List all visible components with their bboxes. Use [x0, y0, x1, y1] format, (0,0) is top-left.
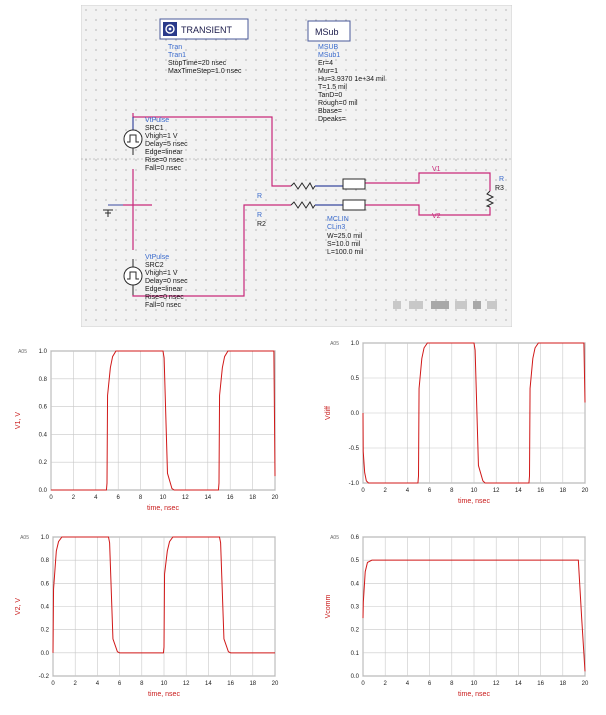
- msub-t-label: T=1.5 mil: [318, 84, 347, 91]
- src1-rise-label: Rise=0 nsec: [145, 157, 184, 164]
- mclin-type-label: MCLIN: [327, 216, 349, 223]
- msub-mur-label: Mur=1: [318, 68, 339, 75]
- x-tick-label: 16: [227, 681, 234, 687]
- y-tick-label: 0.4: [38, 432, 47, 439]
- src1-instance-label: SRC1: [145, 125, 164, 132]
- x-tick-label: 18: [559, 681, 567, 687]
- x-tick-label: 20: [271, 495, 279, 501]
- x-tick-label: 4: [405, 488, 410, 494]
- msub-instance-label: MSub1: [318, 52, 341, 59]
- src2-edge-label: Edge=linear: [145, 286, 183, 293]
- msub-control-button[interactable]: [308, 21, 350, 41]
- msub-dpeaks-label: Dpeaks=: [318, 116, 346, 123]
- mclin-l-label: L=100.0 mil: [327, 249, 364, 256]
- x-tick-label: 12: [492, 488, 500, 494]
- x-tick-label: 6: [427, 488, 432, 494]
- y-tick-label: 0.2: [40, 627, 49, 634]
- x-tick-label: 8: [138, 495, 143, 501]
- msub-h-label: Hu=3.9370 1e+34 mil: [318, 76, 385, 83]
- x-tick-label: 0: [51, 681, 55, 687]
- v2-plot: [6, 530, 282, 710]
- src1-fall-label: Fall=0 nsec: [145, 165, 181, 172]
- v1-plot: [6, 343, 282, 523]
- x-tick-label: 18: [249, 681, 257, 687]
- msub-er-label: Er=4: [318, 60, 333, 67]
- x-tick-label: 0: [361, 681, 365, 687]
- y-axis-prefix: A05: [18, 349, 27, 355]
- src2-rise-label: Rise=0 nsec: [145, 294, 184, 301]
- x-tick-label: 18: [249, 495, 256, 501]
- y-tick-label: -0.5: [348, 446, 359, 452]
- resistor-top-label: R: [257, 193, 263, 200]
- x-tick-label: 10: [470, 488, 478, 494]
- x-tick-label: 12: [182, 681, 190, 687]
- y-axis-prefix: A05: [330, 341, 339, 347]
- y-axis-label: Vcomm: [325, 594, 332, 619]
- x-tick-label: 16: [537, 488, 544, 494]
- resistor-bottom-label: R: [257, 212, 263, 219]
- y-tick-label: 0.0: [38, 488, 47, 494]
- y-tick-label: 0.3: [350, 604, 359, 611]
- src1-delay-label: Delay=5 nsec: [145, 141, 188, 148]
- y-tick-label: -1.0: [348, 481, 359, 487]
- y-tick-label: 0.8: [38, 376, 47, 383]
- mclin-w-label: W=25.0 mil: [327, 233, 363, 240]
- resistor-r2-label: R2: [257, 221, 266, 228]
- net-label-v1: V1: [432, 166, 441, 173]
- msub-rough-label: Rough=0 mil: [318, 100, 358, 107]
- x-axis-label: time, nsec: [458, 498, 490, 505]
- x-tick-label: 4: [95, 681, 100, 687]
- x-tick-label: 20: [581, 488, 589, 494]
- src2-type-label: VtPulse: [145, 254, 170, 261]
- mclin-instance-label: CLin3: [327, 224, 346, 231]
- tran-maxstep-label: MaxTimeStep=1.0 nsec: [168, 68, 242, 75]
- y-axis-label: V2, V: [15, 597, 22, 616]
- tran-stoptime-label: StopTime=20 nsec: [168, 60, 227, 67]
- x-tick-label: 0: [361, 488, 365, 494]
- x-tick-label: 2: [383, 681, 387, 687]
- x-tick-label: 4: [405, 681, 410, 687]
- net-label-v2: V2: [432, 213, 441, 220]
- x-tick-label: 8: [450, 488, 454, 494]
- x-tick-label: 6: [116, 495, 120, 501]
- vcomm-plot: [316, 530, 598, 710]
- x-tick-label: 18: [559, 488, 567, 494]
- src2-instance-label: SRC2: [145, 262, 164, 269]
- y-tick-label: 0.1: [350, 650, 359, 657]
- y-tick-label: 0.5: [350, 376, 359, 382]
- schematic-canvas: [81, 5, 512, 327]
- y-axis-label: V1, V: [15, 411, 22, 430]
- x-tick-label: 12: [182, 495, 189, 501]
- x-tick-label: 14: [515, 488, 522, 494]
- x-tick-label: 14: [205, 681, 212, 687]
- x-tick-label: 2: [71, 495, 76, 501]
- msub-type-label: MSUB: [318, 44, 339, 51]
- x-tick-label: 10: [159, 495, 167, 501]
- y-tick-label: 0.4: [40, 604, 49, 611]
- tran-type-label: Tran: [168, 44, 183, 51]
- msub-button-label: MSub: [315, 27, 339, 37]
- transient-control-button[interactable]: [160, 19, 248, 39]
- transient-button-label: TRANSIENT: [181, 25, 233, 35]
- x-tick-label: 8: [450, 681, 454, 687]
- x-tick-label: 2: [73, 681, 77, 687]
- y-tick-label: 0.2: [350, 627, 359, 634]
- x-tick-label: 6: [427, 681, 432, 687]
- y-tick-label-top: 1.0: [40, 535, 49, 541]
- y-tick-label-top: 0.6: [350, 535, 359, 541]
- x-tick-label: 20: [271, 681, 279, 687]
- y-tick-label-top: 1.0: [38, 349, 47, 355]
- x-axis-label: time, nsec: [458, 691, 490, 698]
- y-tick-label: 0.0: [350, 411, 359, 417]
- x-tick-label: 10: [160, 681, 168, 687]
- x-tick-label: 4: [94, 495, 98, 501]
- x-tick-label: 16: [537, 681, 544, 687]
- y-tick-label: 0.8: [40, 558, 49, 565]
- src1-vhigh-label: Vhigh=1 V: [145, 133, 178, 140]
- tran-instance-label: Tran1: [168, 52, 187, 59]
- x-tick-label: 2: [383, 488, 387, 494]
- x-tick-label: 14: [204, 495, 212, 501]
- x-tick-label: 6: [117, 681, 122, 687]
- src1-type-label: VtPulse: [145, 117, 170, 124]
- x-axis-label: time, nsec: [148, 691, 180, 698]
- mclin-s-label: S=10.0 mil: [327, 241, 361, 248]
- y-tick-label: 0.2: [38, 460, 47, 467]
- resistor-r3-label: R3: [495, 185, 504, 192]
- x-tick-label: 14: [515, 681, 522, 687]
- src1-edge-label: Edge=linear: [145, 149, 183, 156]
- src2-fall-label: Fall=0 nsec: [145, 302, 181, 309]
- y-tick-label: 0.6: [38, 404, 47, 411]
- x-tick-label: 10: [470, 681, 478, 687]
- y-axis-label: Vdiff: [325, 406, 332, 420]
- y-tick-label: 0.6: [40, 581, 49, 588]
- msub-bbase-label: Bbase=: [318, 108, 342, 115]
- y-axis-prefix: A05: [330, 535, 339, 541]
- y-tick-label: 0.4: [350, 581, 359, 588]
- vdiff-plot: [316, 340, 598, 520]
- x-axis-label: time, nsec: [147, 505, 179, 512]
- x-tick-label: 8: [140, 681, 144, 687]
- x-tick-label: 12: [492, 681, 500, 687]
- y-tick-label: 0.0: [40, 650, 49, 657]
- y-tick-label: 0.5: [350, 558, 359, 565]
- x-tick-label: 20: [581, 681, 589, 687]
- y-tick-label: 0.0: [350, 674, 359, 680]
- x-tick-label: 16: [226, 495, 234, 501]
- x-tick-label: 0: [49, 495, 53, 501]
- y-tick-label-top: 1.0: [350, 341, 359, 347]
- resistor-r3-type-label: R: [499, 176, 505, 183]
- y-axis-prefix: A05: [20, 535, 29, 541]
- src2-delay-label: Delay=0 nsec: [145, 278, 188, 285]
- msub-tand-label: TanD=0: [318, 92, 343, 99]
- src2-vhigh-label: Vhigh=1 V: [145, 270, 178, 277]
- y-tick-label: -0.2: [38, 674, 49, 680]
